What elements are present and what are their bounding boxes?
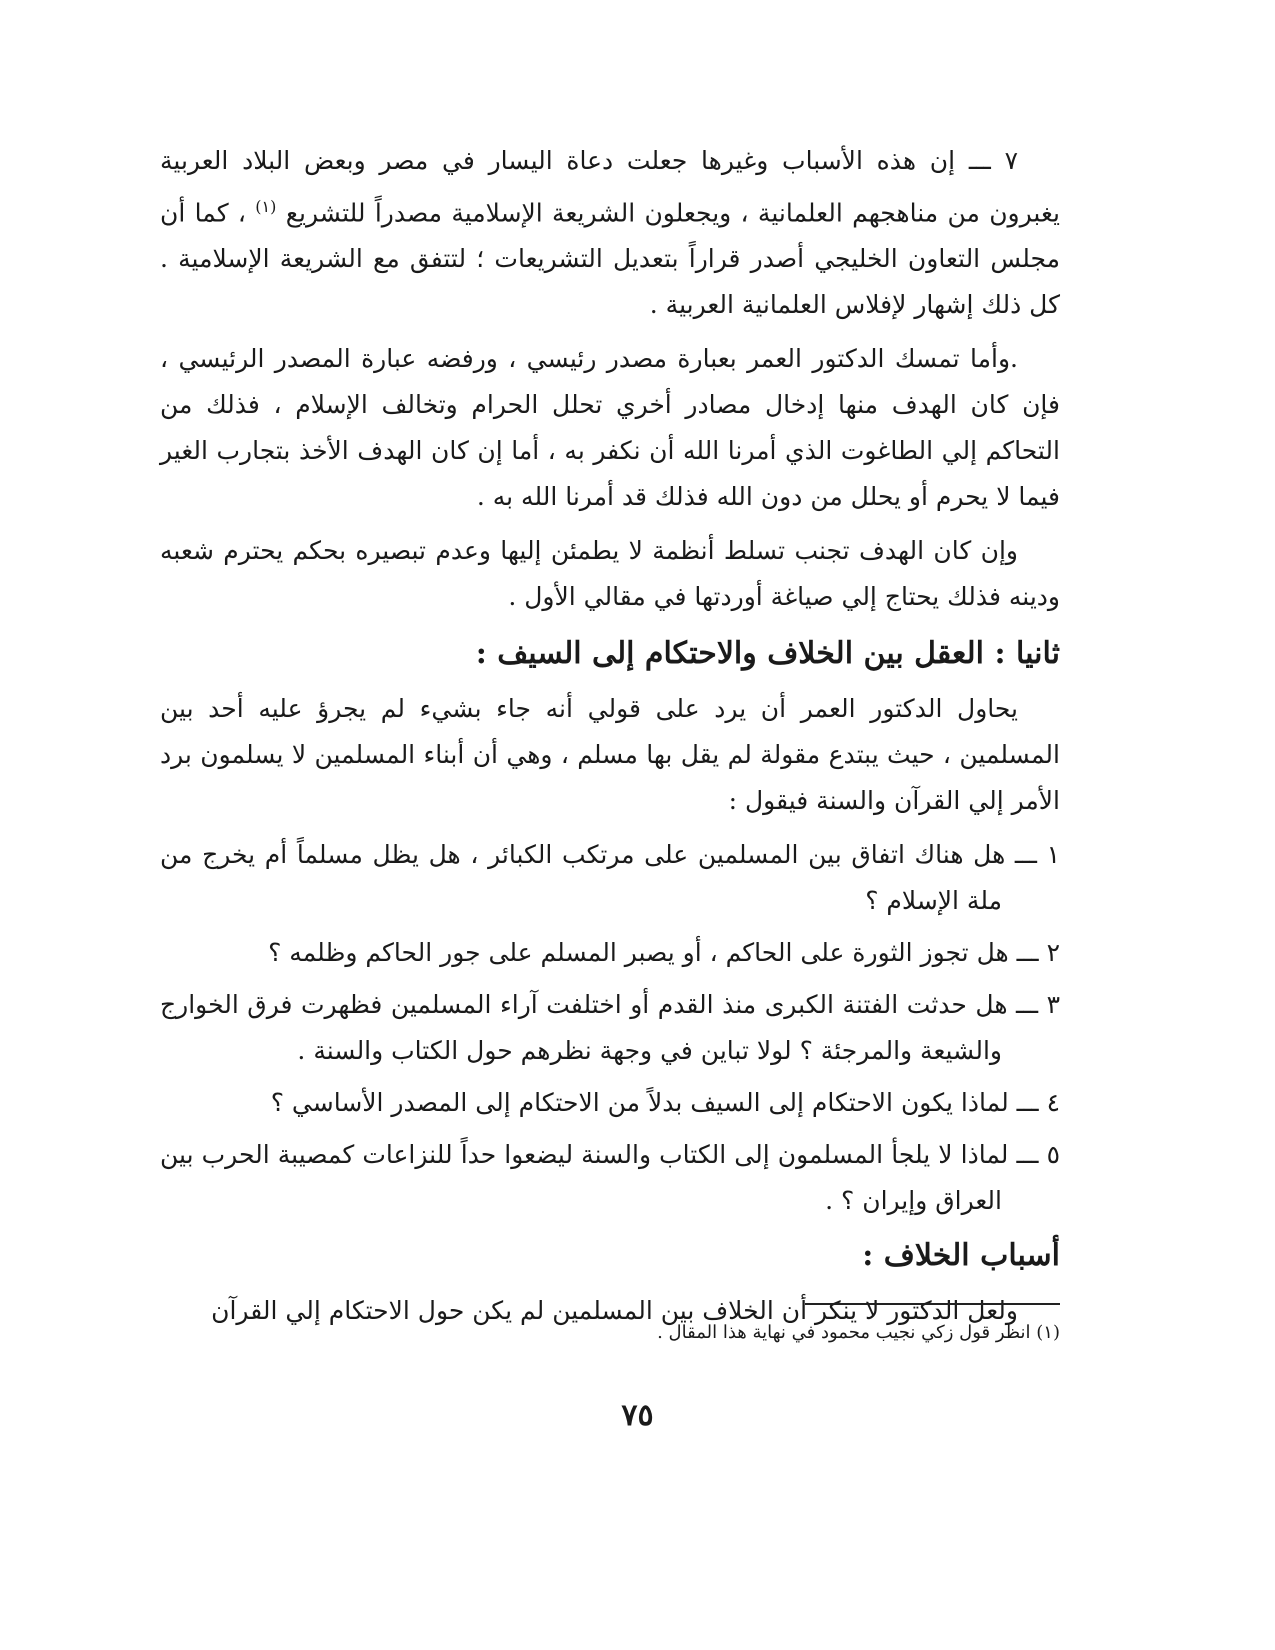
paragraph-intro-questions: يحاول الدكتور العمر أن يرد على قولي أنه جاء بشيء لم يجرؤ عليه أحد بين المسلمين ، حيث يبتدع مقولة لم يقل بها مسلم ، وهي أن أبناء المسلمين لا يسلمون برد الأمر إلي القرآن والسنة فيقول :	[160, 694, 1060, 816]
question-item: ٤ ـــ لماذا يكون الاحتكام إلى السيف بدلاً من الاحتكام إلى المصدر الأساسي ؟	[270, 1088, 1060, 1118]
paragraph-goal: وإن كان الهدف تجنب تسلط أنظمة لا يطمئن إليها وعدم تبصيره بحكم يحترم شعبه ودينه فذلك يحتاج إلي صياغة أوردتها في مقالي الأول .	[160, 536, 1060, 612]
footnote-reference: (١)	[255, 197, 277, 216]
section-heading-causes: أسباب الخلاف :	[862, 1238, 1060, 1274]
question-item: ٣ ـــ هل حدثت الفتنة الكبرى منذ القدم أو اختلفت آراء المسلمين فظهرت فرق الخوارج والشيعة والمرجئة ؟ لولا تباين في وجهة نظرهم حول الكتاب والسنة .	[160, 990, 1060, 1066]
paragraph-causes: ولعل الدكتور لا ينكر أن الخلاف بين المسلمين لم يكن حول الاحتكام إلي القرآن	[211, 1296, 1018, 1326]
page-number: ٧٥	[621, 1398, 654, 1433]
footnote-divider	[805, 1303, 1060, 1305]
paragraph-7-text-b: ، كما أن مجلس التعاون الخليجي أصدر قراراً بتعديل التشريعات ؛ لتتفق مع الشريعة الإسلامية . كل ذلك إشهار لإفلاس العلمانية العربية .	[160, 198, 1060, 320]
paragraph-7-text-a: ٧ ـــ إن هذه الأسباب وغيرها جعلت دعاة اليسار في مصر وبعض البلاد العربية يغبرون من مناهجهم العلمانية ، ويجعلون الشريعة الإسلامية مصدراً للتشريع	[160, 146, 1060, 228]
body-text	[160, 138, 1060, 1342]
question-item: ٥ ـــ لماذا لا يلجأ المسلمون إلى الكتاب والسنة ليضعوا حداً للنزاعات كمصيبة الحرب بين العراق وإيران ؟ .	[160, 1140, 1060, 1216]
paragraph-7	[160, 138, 1060, 328]
section-heading-reason-vs-sword: ثانيا : العقل بين الخلاف والاحتكام إلى السيف :	[475, 636, 1060, 672]
question-item: ٢ ـــ هل تجوز الثورة على الحاكم ، أو يصبر المسلم على جور الحاكم وظلمه ؟	[268, 938, 1060, 968]
footnote: (١) انظر قول زكي نجيب محمود في نهاية هذا المقال .	[657, 1322, 1060, 1343]
paragraph-main-source: .وأما تمسك الدكتور العمر بعبارة مصدر رئيسي ، ورفضه عبارة المصدر الرئيسي ، فإن كان الهدف منها إدخال مصادر أخري تحلل الحرام وتخالف الإسلام ، فذلك من التحاكم إلي الطاغوت الذي أمرنا الله أن نكفر به ، أما إن كان الهدف الأخذ بتجارب الغير فيما لا يحرم أو يحلل من دون الله فذلك قد أمرنا الله به .	[160, 344, 1060, 512]
question-item: ١ ـــ هل هناك اتفاق بين المسلمين على مرتكب الكبائر ، هل يظل مسلماً أم يخرج من ملة الإسلام ؟	[160, 840, 1060, 916]
